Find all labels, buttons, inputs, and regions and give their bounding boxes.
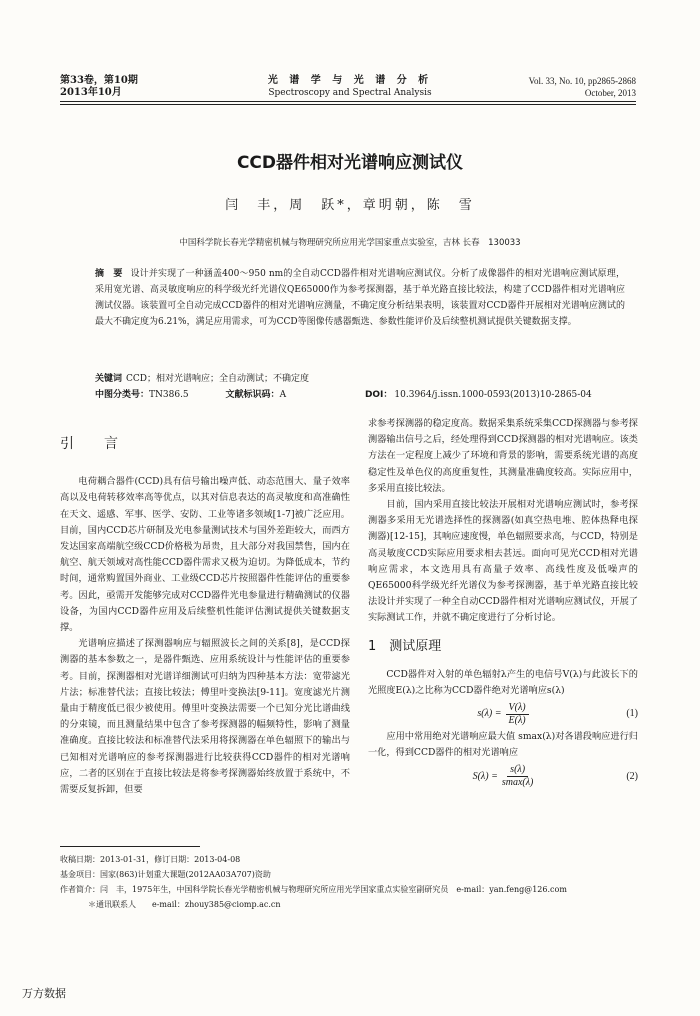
right-paragraph-2: 目前，国内采用直接比较法开展相对光谱响应测试时，参考探测器多采用无光谱选择性的探测器(如真空热电堆、腔体热释电探测器)[12-15]，其响应速度慢，单色辐照要求高，与CCD，特别是高灵敏度CCD实际应用要求相去甚远。面向可见光CCD相对光谱响应需求，本文选用具有高量子效率、高线性度及低噪声的QE65000科学级光纤光谱仪为参考探测器，基于单光路直接比较法设计并实现了一种全自动CCD器件相对光谱响应测试仪，开展了实际测试工作，并就不确定度进行了分析讨论。 <box>368 499 638 624</box>
affiliation: 中国科学院长春光学精密机械与物理研究所应用光学国家重点实验室，吉林 长春 130033 <box>179 238 521 248</box>
equation-1-numerator: V(λ) <box>506 702 529 715</box>
intro-paragraph-1: 电荷耦合器件(CCD)具有信号输出噪声低、动态范围大、量子效率高以及电荷转移效率高等优点，以其对信息表达的高灵敏度和高准确性在天文、遥感、军事、医学、安防、工业等诸多领域[1-7]被广泛应用。目前，国内CCD芯片研制及光电参量测试技术与国外差距较大，而西方发达国家高端航空级CCD价格极为昂贵，且大部分对我国禁售，国内在航空、航天领域对高性能CCD器件需求又极为迫切。为降低成本，节约时间，通常购置国外商业、工业级CCD芯片按照器件性能评估的重要参考。因此，亟需开发能够完成对CCD器件光电参量进行精确测试的仪器设备，为国内CCD器件应用及后续整机性能评估测试提供关键数据支撑。 <box>60 476 350 634</box>
section-1-heading: 1 测试原理 <box>368 638 442 654</box>
equation-2-fraction <box>502 764 534 789</box>
equation-1-fraction <box>506 702 529 727</box>
abstract-text: 设计并实现了一种涵盖400～950 nm的全自动CCD器件相对光谱响应测试仪。分析了成像器件的相对光谱响应测试原理，采用宽光谱、高灵敏度响应的科学级光纤光谱仪QE65000作为参考探测器，基于单光路直接比较法，构建了CCD器件相对光谱响应测试仪器。该装置可全自动完成CCD器件的相对光谱响应测量，不确定度分析结果表明，该装置对CCD器件开展相对光谱响应测试的最大不确定度为6.21%，满足应用需求，可为CCD等图像传感器甄选、参数性能评价及后续整机测试提供关键数据支撑。 <box>95 269 625 327</box>
footnote-fund: 基金项目：国家(863)计划重大课题(2012AA03A707)资助 <box>60 870 271 879</box>
footnote-received: 收稿日期：2013-01-31，修订日期：2013-04-08 <box>60 855 241 864</box>
journal-pages-info: Vol. 33, No. 10, pp2865-2868 October, 2013 <box>528 76 636 98</box>
journal-name: 光 谱 学 与 光 谱 分 析 Spectroscopy and Spectral Analysis <box>267 75 433 98</box>
equation-2 <box>368 762 638 792</box>
keywords-text: CCD；相对光谱响应；全自动测试；不确定度 <box>126 374 310 384</box>
journal-volume-info: 第33卷，第10期 2013年10月 <box>60 75 138 98</box>
equation-1 <box>368 699 638 729</box>
footnote-corresponding: ＊通讯联系人 e-mail：zhouy385@ciomp.ac.cn <box>88 900 281 909</box>
clc-label: 中图分类号： <box>95 390 150 400</box>
intro-paragraph-2: 光谱响应描述了探测器响应与辐照波长之间的关系[8]，是CCD探测器的基本参数之一，是器件甄选、应用系统设计与性能评估的重要参考。目前，探测器相对光谱详细测试可归纳为四种基本方法：宽带滤光片法；标准替代法；直接比较法；傅里叶变换法[9-11]。宽度滤光片测量由于精度低已很少被使用。傅里叶变换法需要一个已知分光比谱曲线的分束镜，而且测量结果中包含了参考探测器的幅频特性，影响了测量准确度。直接比较法和标准替代法采用将探测器在单色辐照下的输出与已知相对光谱响应的参考探测器进行比较获得CCD器件的相对光谱响应，二者的区别在于直接比较法是将参考探测器始终放置于系统中，不需要反复拆卸，但要 <box>60 638 350 796</box>
abstract <box>95 266 625 330</box>
watermark: 万方数据 <box>22 987 66 1000</box>
equation-1-number: (1) <box>626 708 638 720</box>
keywords-block <box>95 371 635 403</box>
paper-title: CCD器件相对光谱响应测试仪 <box>236 153 464 173</box>
equation-2-number: (2) <box>626 770 638 782</box>
normalization-paragraph: 应用中常用绝对光谱响应最大值 smax(λ)对各谱段响应进行归一化，得到CCD器件的相对光谱响应 <box>368 731 638 759</box>
intro-heading: 引 言 <box>60 436 126 452</box>
equation-1-lhs: s(λ) = <box>477 708 502 720</box>
header-rule-2 <box>60 104 636 105</box>
footnote-author-bio: 作者简介：闫 丰，1975年生，中国科学院长春光学精密机械与物理研究所应用光学国家重点实验室副研究员 e-mail：yan.feng@126.com <box>60 885 567 894</box>
clc-value: TN386.5 <box>149 390 189 400</box>
doc-value: A <box>279 390 287 400</box>
authors: 闫 丰，周 跃*，章明朝，陈 雪 <box>225 198 475 213</box>
principle-paragraph: CCD器件对入射的单色辐射λ产生的电信号V(λ)与此波长下的光照度E(λ)之比称为CCD器件绝对光谱响应s(λ) <box>368 668 638 697</box>
footnotes <box>60 852 640 912</box>
equation-2-denominator: smax(λ) <box>501 777 534 789</box>
doi-label: DOI： <box>364 390 393 400</box>
right-paragraph-1: 求参考探测器的稳定度高。数据采集系统采集CCD探测器与参考探测器输出信号之后，经处理得到CCD探测器的相对光谱响应。该类方法在一定程度上减少了环境和背景的影响，需要系统光谱的高度稳定性及单色仪的高度重复性，其测量准确度较高。实际应用中，多采用直接比较法。 <box>368 418 638 494</box>
equation-2-lhs: S(λ) = <box>472 770 498 782</box>
left-column <box>60 420 350 798</box>
doc-label: 文献标识码： <box>225 390 280 400</box>
doi-value: 10.3964/j.issn.1000-0593(2013)10-2865-04 <box>394 390 592 400</box>
keywords-label: 关键词 <box>95 374 123 384</box>
header-rule <box>60 101 636 102</box>
abstract-label: 摘 要 <box>95 269 123 279</box>
equation-1-denominator: E(λ) <box>508 714 526 726</box>
equation-2-numerator: s(λ) <box>507 764 528 777</box>
right-column <box>368 416 638 792</box>
footnote-rule <box>60 846 200 847</box>
